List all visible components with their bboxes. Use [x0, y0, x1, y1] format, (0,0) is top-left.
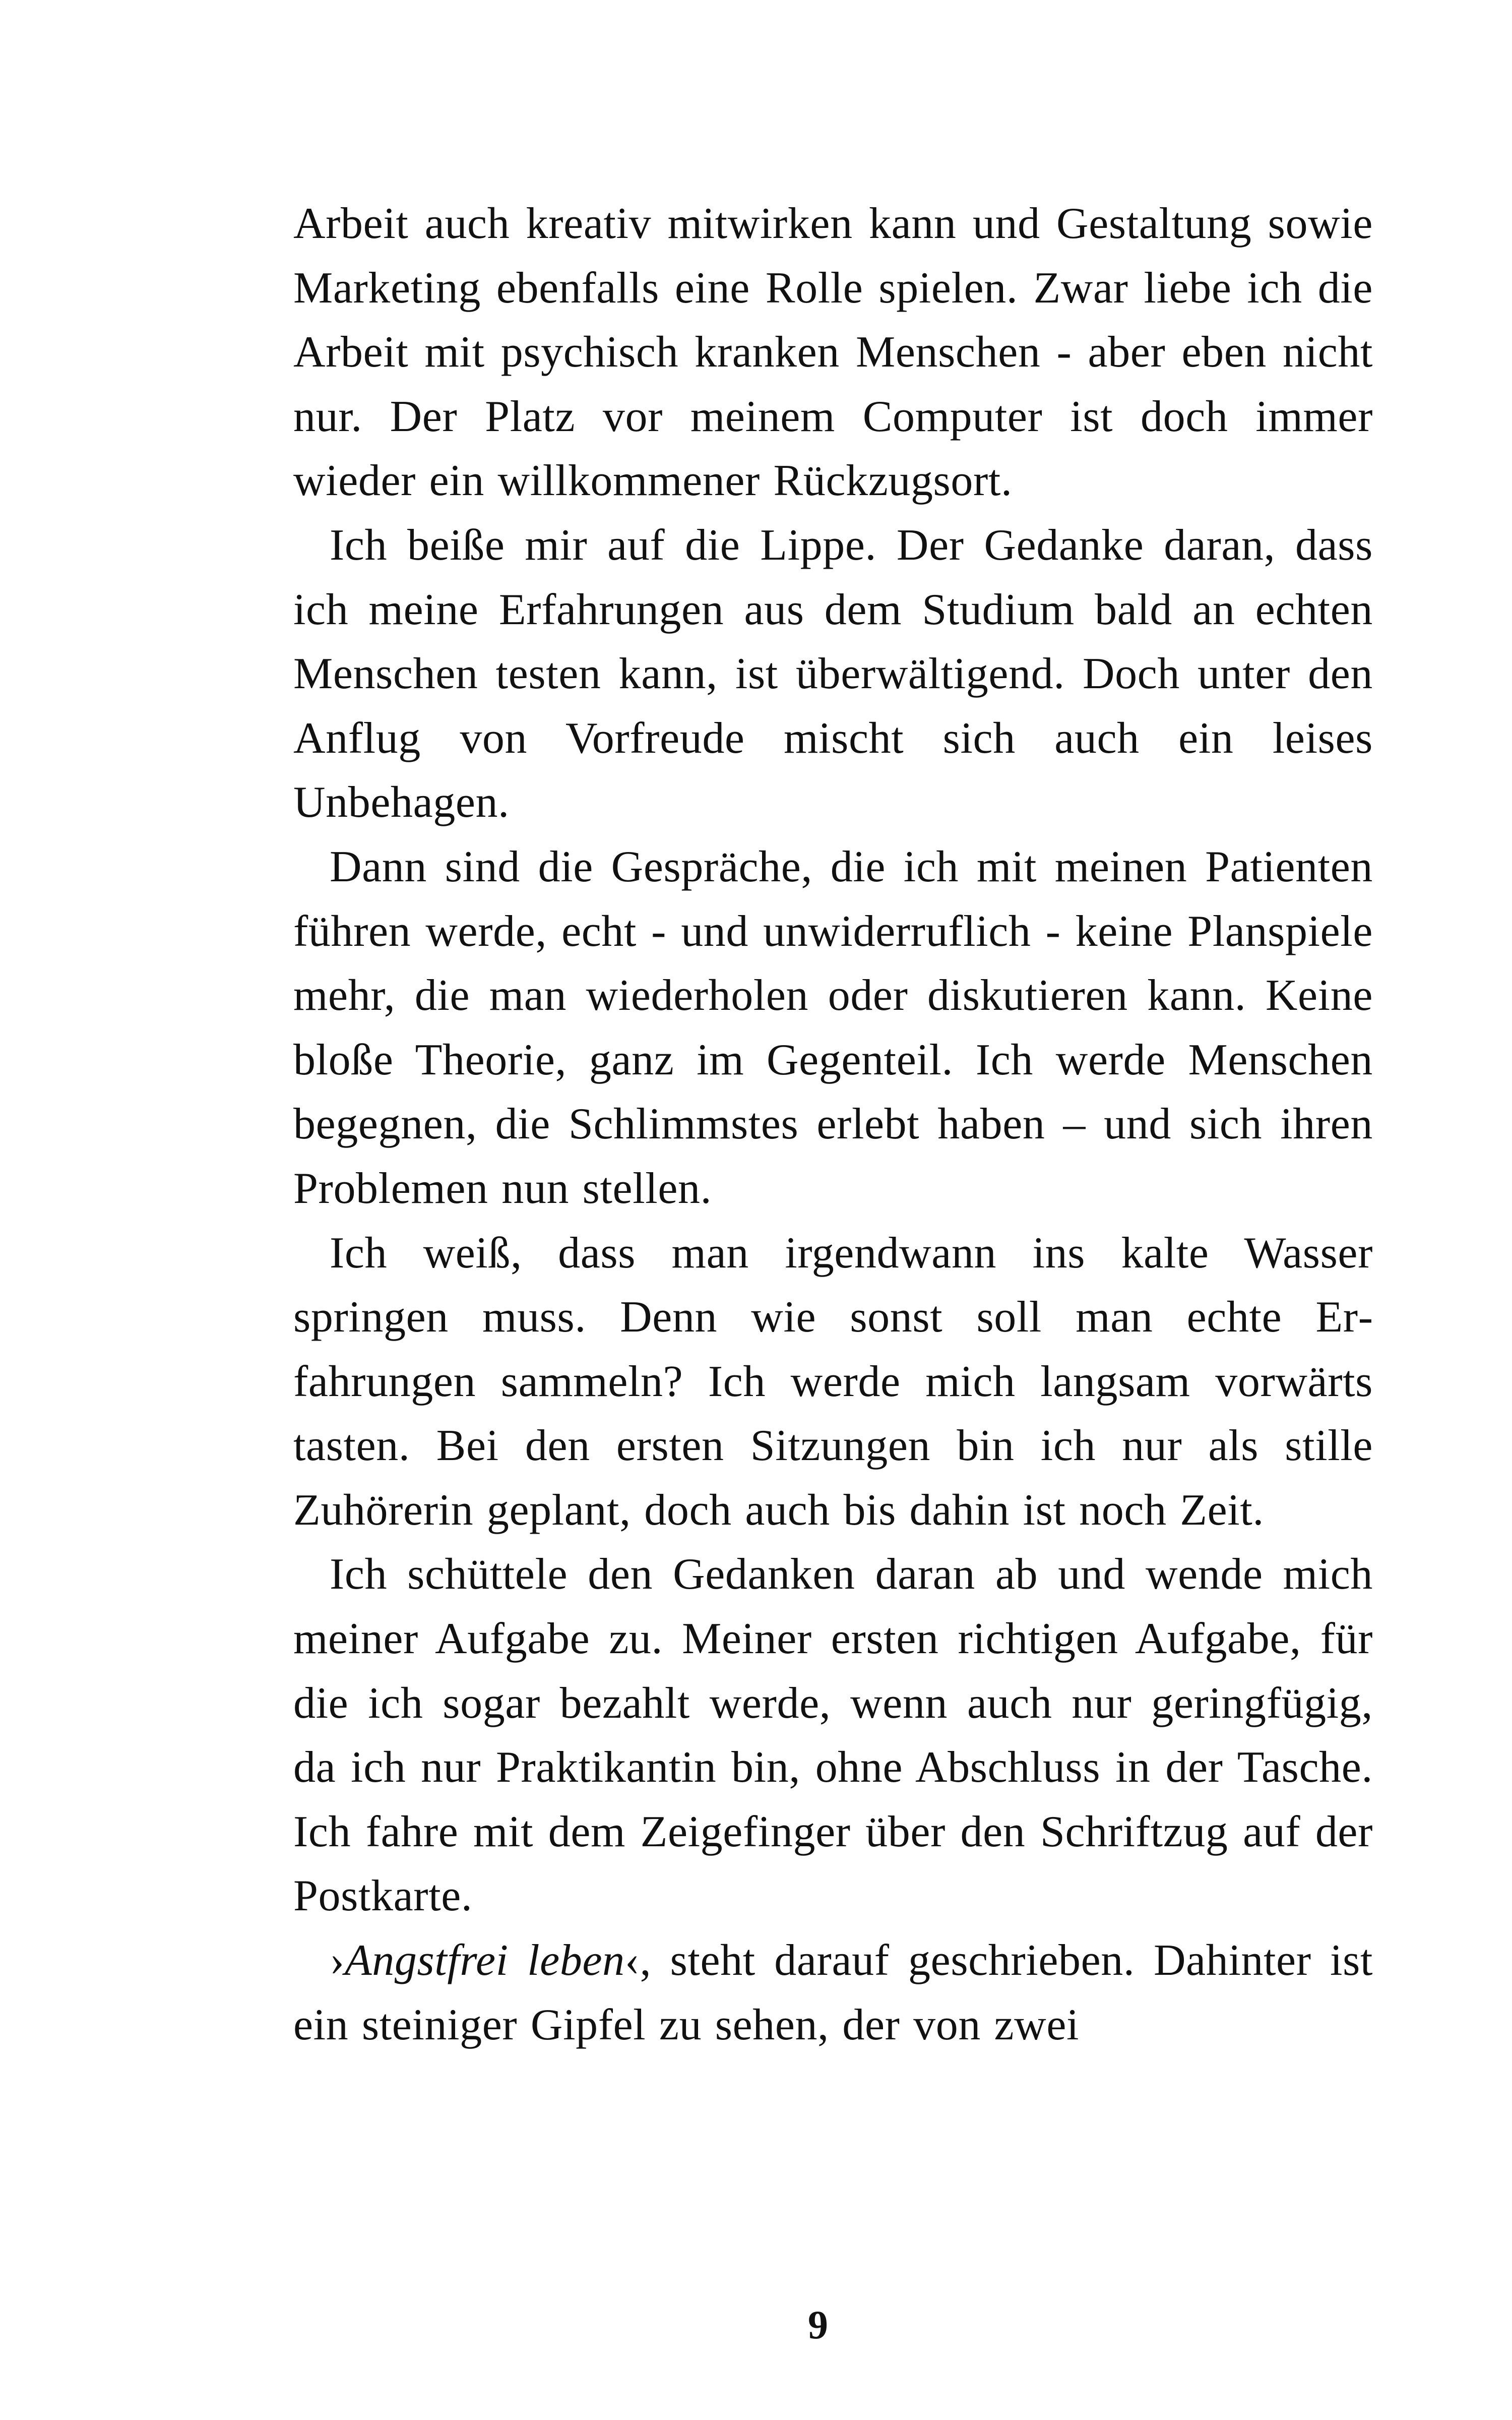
paragraph-6-rest: , steht darauf geschrieben. Dahinter ist ein steiniger Gipfel zu sehen, der von zwei — [293, 1936, 1373, 2049]
quote-close-mark: ‹ — [624, 1936, 640, 1985]
paragraph-2: Ich beiße mir auf die Lippe. Der Gedanke daran, dass ich meine Erfahrungen aus dem Studium bald an echten Menschen testen kann, ist überwältigend. Doch unter den Anflug von Vorfreude mischt sich auch ein leises Unbehagen. — [293, 520, 1373, 827]
quote-open-mark: › — [330, 1936, 345, 1985]
paragraph-1: Arbeit auch kreativ mitwirken kann und Gestaltung sowie Marketing ebenfalls eine Rolle spielen. Zwar liebe ich die Arbeit mit psychisch kranken Menschen - aber eben nicht nur. Der Platz vor meinem Computer ist doch immer wieder ein willkommener Rückzugsort. — [293, 199, 1373, 506]
paragraph-3: Dann sind die Gespräche, die ich mit meinen Patienten führen werde, echt - und unwiderruflich - keine Planspiele mehr, die man wiederholen oder diskutieren kann. Keine bloße Theorie, ganz im Gegenteil. Ich werde Menschen begegnen, die Schlimmstes erlebt haben – und sich ihren Problemen nun stellen. — [293, 842, 1373, 1213]
paragraph-4: Ich weiß, dass man irgendwann ins kalte Wasser springen muss. Denn wie sonst soll man echte Erfahrungen sammeln? Ich werde mich langsam vorwärts tasten. Bei den ersten Sitzungen bin ich nur als stille Zuhörerin geplant, doch auch bis dahin ist noch Zeit. — [293, 1228, 1373, 1535]
italic-postcard-text: Angstfrei leben — [344, 1936, 625, 1985]
paragraph-6 — [293, 1928, 1373, 2057]
paragraph-5: Ich schüttele den Gedanken daran ab und wende mich meiner Aufgabe zu. Meiner ersten richtigen Aufgabe, für die ich sogar bezahlt werde, wenn auch nur geringfügig, da ich nur Praktikantin bin, ohne Abschluss in der Tasche. Ich fahre mit dem Zeigefinger über den Schriftzug auf der Postkarte. — [293, 1550, 1373, 1921]
page-number: 9 — [808, 2303, 828, 2347]
body-text — [293, 192, 1373, 2057]
